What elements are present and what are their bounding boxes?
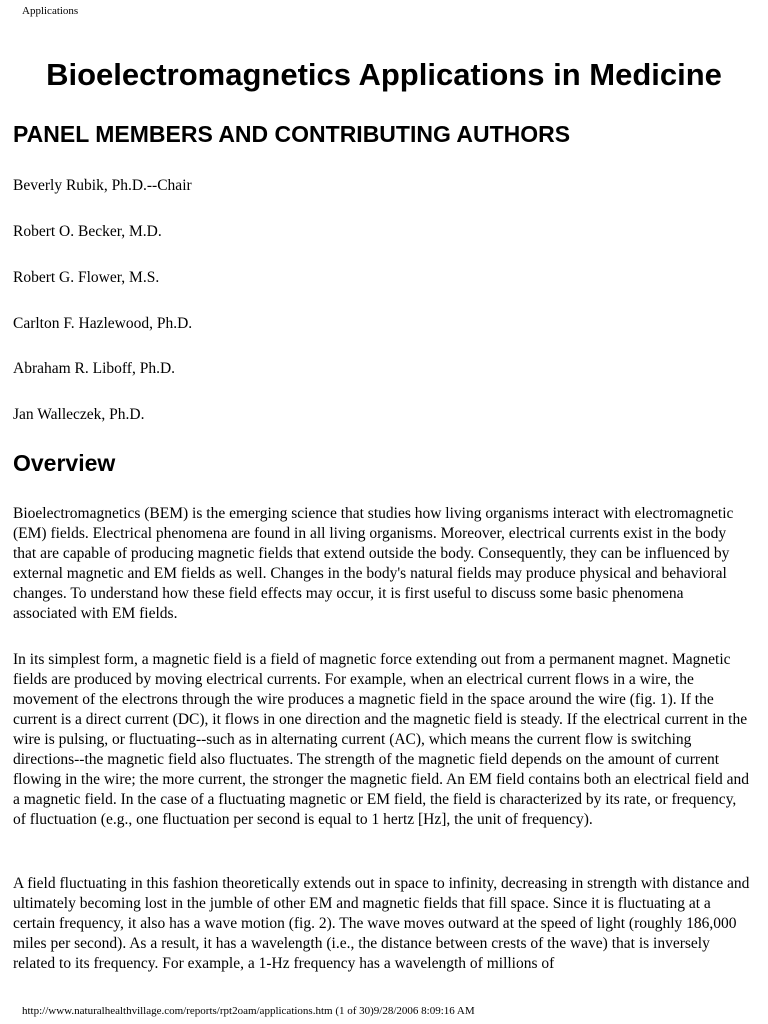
author-item: Robert G. Flower, M.S. (13, 269, 160, 286)
author-item: Carlton F. Hazlewood, Ph.D. (13, 315, 193, 332)
overview-paragraph: A field fluctuating in this fashion theoretically extends out in space to infinity, decreasing in strength with distance and ultimately becoming lost in the jumble of other EM and magnetic fields that fill space. Since it is fluctuating at a certain frequency, it also has a wave motion (fig. 2). The wave moves outward at the speed of light (roughly 186,000 miles per second). As a result, it has a wavelength (i.e., the distance between crests of the wave) that is inversely related to its frequency. For example, a 1-Hz frequency has a wavelength of millions of (13, 875, 750, 972)
author-item: Abraham R. Liboff, Ph.D. (13, 360, 176, 377)
overview-paragraph: In its simplest form, a magnetic field is a field of magnetic force extending out from a permanent magnet. Magnetic fields are produced by moving electrical currents. For example, when an electrical current flows in a wire, the movement of the electrons through the wire produces a magnetic field in the space around the wire (fig. 1). If the current is a direct current (DC), it flows in one direction and the magnetic field is steady. If the electrical current in the wire is pulsing, or fluctuating--such as in alternating current (AC), which means the current flow is switching directions--the magnetic field also fluctuates. The strength of the magnetic field depends on the amount of current flowing in the wire; the more current, the stronger the magnetic field. An EM field contains both an electrical field and a magnetic field. In the case of a fluctuating magnetic or EM field, the field is characterized by its rate, or frequency, of fluctuation (e.g., one fluctuation per second is equal to 1 hertz [Hz], the unit of frequency). (13, 651, 750, 828)
page-title: Bioelectromagnetics Applications in Medicine (46, 57, 722, 92)
overview-heading: Overview (13, 450, 116, 476)
overview-paragraph: Bioelectromagnetics (BEM) is the emerging science that studies how living organisms interact with electromagnetic (EM) fields. Electrical phenomena are found in all living organisms. Moreover, electrical currents exist in the body that are capable of producing magnetic fields that extend outside the body. Consequently, they can be influenced by external magnetic and EM fields as well. Changes in the body's natural fields may produce physical and behavioral changes. To understand how these field effects may occur, it is first useful to discuss some basic phenomena associated with EM fields. (13, 505, 734, 622)
running-header: Applications (22, 5, 79, 17)
authors-section-heading: PANEL MEMBERS AND CONTRIBUTING AUTHORS (13, 121, 571, 147)
author-item: Beverly Rubik, Ph.D.--Chair (13, 177, 192, 194)
author-item: Robert O. Becker, M.D. (13, 223, 162, 240)
footer-url: http://www.naturalhealthvillage.com/reports/rpt2oam/applications.htm (1 of 30)9/28/2006 8:09:16 AM (22, 1005, 475, 1017)
author-item: Jan Walleczek, Ph.D. (13, 406, 145, 423)
